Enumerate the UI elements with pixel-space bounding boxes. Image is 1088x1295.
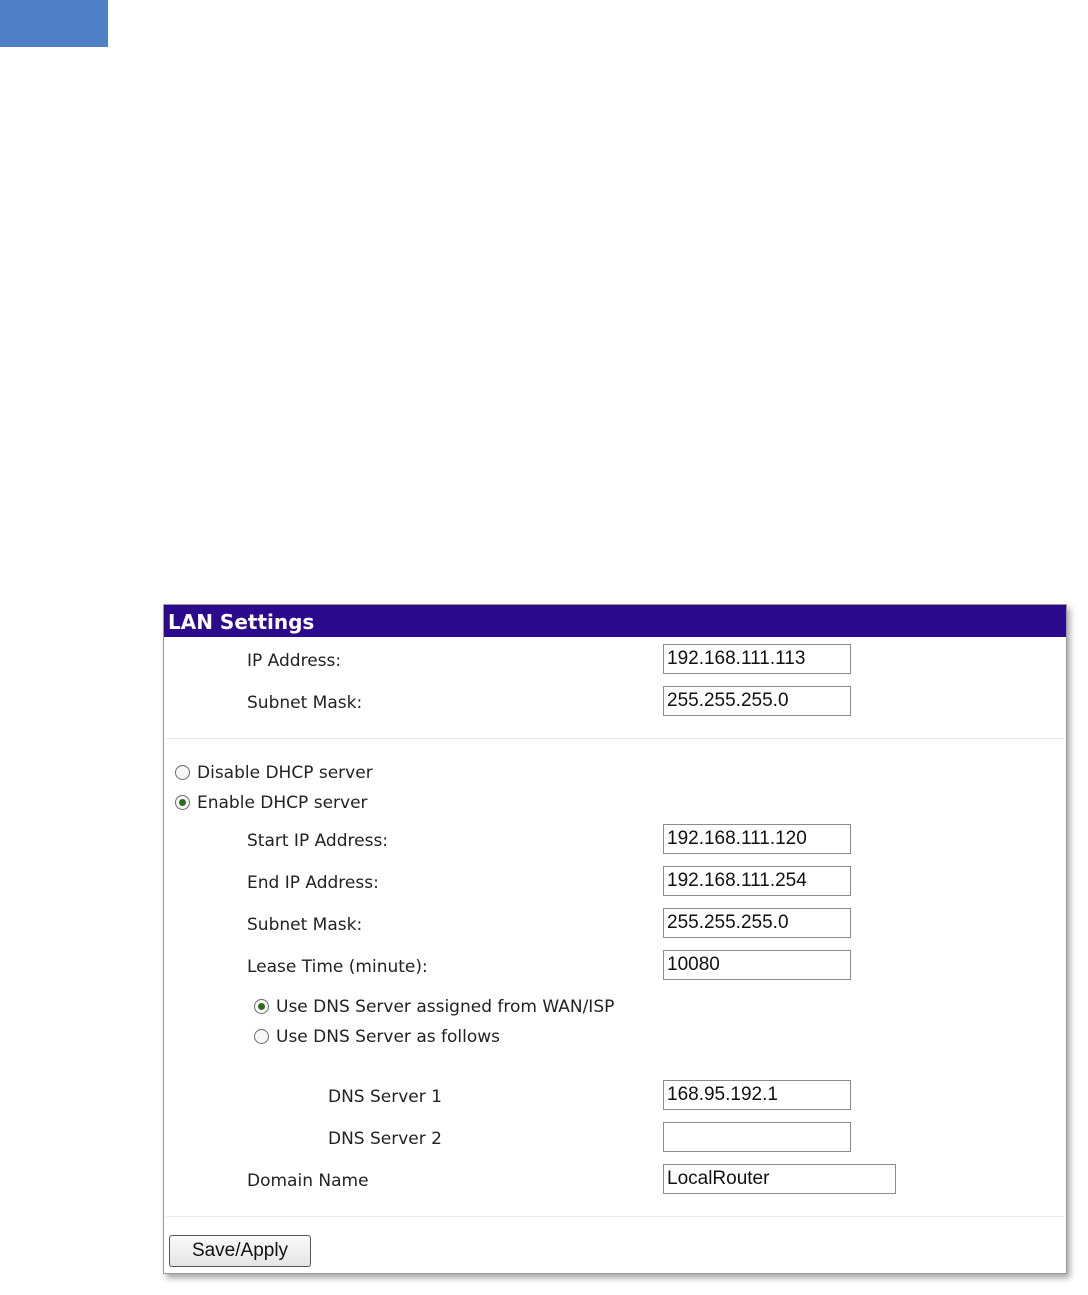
lan-settings-panel: [163, 604, 1067, 1274]
start-ip-input[interactable]: [663, 824, 851, 854]
dhcp-subnet-input[interactable]: [663, 908, 851, 938]
ip-address-label: IP Address:: [247, 651, 342, 671]
ip-address-input[interactable]: [663, 644, 851, 674]
section-divider: [166, 738, 1064, 739]
dns-from-wan-label[interactable]: Use DNS Server assigned from WAN/ISP: [276, 997, 615, 1017]
domain-name-label: Domain Name: [247, 1171, 369, 1191]
save-apply-button[interactable]: Save/Apply: [169, 1235, 311, 1267]
corner-color-block: [0, 0, 108, 47]
disable-dhcp-label[interactable]: Disable DHCP server: [197, 763, 373, 783]
footer-divider: [166, 1216, 1064, 1217]
end-ip-input[interactable]: [663, 866, 851, 896]
lease-time-label: Lease Time (minute):: [247, 957, 428, 977]
subnet-mask-input[interactable]: [663, 686, 851, 716]
dns-manual-label[interactable]: Use DNS Server as follows: [276, 1027, 500, 1047]
dhcp-subnet-label: Subnet Mask:: [247, 915, 363, 935]
start-ip-label: Start IP Address:: [247, 831, 389, 851]
enable-dhcp-radio[interactable]: [175, 795, 190, 810]
end-ip-label: End IP Address:: [247, 873, 379, 893]
dns-manual-radio[interactable]: [254, 1029, 269, 1044]
enable-dhcp-label[interactable]: Enable DHCP server: [197, 793, 368, 813]
panel-title: LAN Settings: [164, 605, 1066, 637]
dns-server-1-input[interactable]: [663, 1080, 851, 1110]
dns-from-wan-radio[interactable]: [254, 999, 269, 1014]
lease-time-input[interactable]: [663, 950, 851, 980]
disable-dhcp-radio[interactable]: [175, 765, 190, 780]
dns-server-1-label: DNS Server 1: [328, 1087, 442, 1107]
domain-name-input[interactable]: [663, 1164, 896, 1194]
dns-server-2-input[interactable]: [663, 1122, 851, 1152]
dns-server-2-label: DNS Server 2: [328, 1129, 442, 1149]
subnet-mask-label: Subnet Mask:: [247, 693, 363, 713]
